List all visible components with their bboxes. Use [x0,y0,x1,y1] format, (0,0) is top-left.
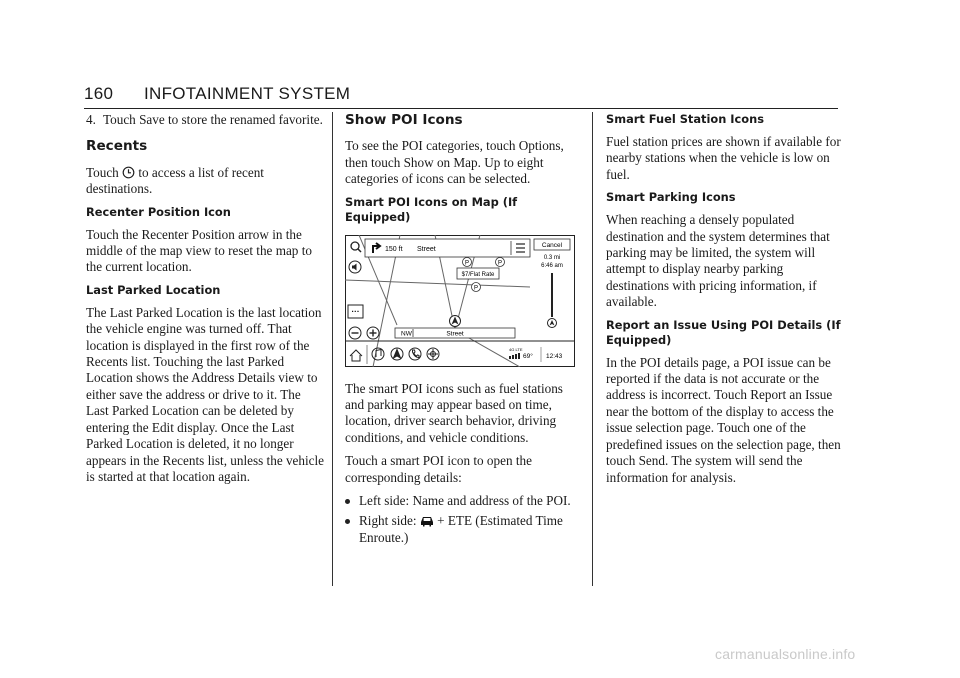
zoom-out-icon[interactable] [349,327,361,339]
cancel-label: Cancel [541,241,563,249]
step-4 [86,112,326,128]
parking-paragraph: When reaching a densely populated destination and the system determines that parking may be limited, the system will attempt to display nearby parking destinations with pricing information, if available. [606,212,830,310]
signal-label: 4G LTE [509,346,523,352]
volume-icon[interactable] [349,261,361,273]
bullet-dot [345,499,350,504]
recents-heading: Recents [86,138,148,155]
heading-direction: NW [401,330,412,338]
turn-distance: 150 ft [385,245,403,253]
current-street: Street [446,330,464,338]
smart-poi-paragraph: The smart POI icons such as fuel stations and parking may appear based on time, location, driver search behavior, driving conditions, and vehicle conditions. [345,380,563,445]
show-poi-paragraph: To see the POI categories, touch Options, then touch Show on Map. Up to eight categories of icons can be selected. [345,138,564,187]
page-number: 160 [84,84,114,103]
watermark: carmanualsonline.info [715,646,856,662]
column-right [606,112,846,493]
column-left [86,112,326,492]
fuel-paragraph: Fuel station prices are shown if available for nearby stations when the vehicle is low on fuel. [606,134,841,182]
last-parked-heading: Last Parked Location [86,282,221,297]
parking-poi-icon[interactable] [463,257,472,266]
recenter-paragraph: Touch the Recenter Position arrow in the middle of the map view to reset the map to the current location. [86,226,312,275]
show-poi-heading: Show POI Icons [345,112,463,128]
page-header [84,82,838,109]
step-number: 4. [86,112,96,127]
column-divider [332,112,333,586]
bullet-left-side [345,493,585,509]
step-text: Touch Save to store the renamed favorite. [103,112,323,127]
bullet-text: Left side: Name and address of the POI. [359,493,571,509]
car-icon [420,514,434,527]
bullet-right-side [345,513,585,546]
parking-poi-icon[interactable] [496,257,505,266]
navigation-map-figure [345,235,575,367]
clock: 12:43 [546,352,563,360]
smart-poi-heading: Smart POI Icons on Map (If Equipped) [345,194,518,224]
svg-text:P: P [473,285,479,292]
bullet-text-b: + ETE (Estimated Time Enroute.) [359,513,563,545]
zoom-in-icon[interactable] [367,327,379,339]
recenter-heading: Recenter Position Icon [86,204,231,219]
temperature: 69° [523,352,533,360]
parking-heading: Smart Parking Icons [606,190,736,205]
more-options-label: ··· [351,306,360,316]
svg-text:P: P [464,260,470,267]
touch-poi-paragraph: Touch a smart POI icon to open the corresponding details: [345,453,532,485]
turn-street: Street [417,245,436,253]
fuel-heading: Smart Fuel Station Icons [606,112,764,126]
climate-icon[interactable] [427,348,439,360]
svg-text:P: P [497,260,503,267]
report-paragraph: In the POI details page, a POI issue can be reported if the data is not accurate or the address is incorrect. Touch Report an Issue near the bottom of the display to access the issue selection page. Touch one of the predefined issues on the selection page, then touch Send. The system will send the information for analysis. [606,354,841,485]
section-title: INFOTAINMENT SYSTEM [144,84,351,103]
recents-text-a: Touch [86,164,119,180]
bullet-dot [345,519,350,524]
recents-text-b: to access a list of recent destinations. [86,164,264,197]
column-middle [345,112,585,550]
recents-paragraph [86,165,326,198]
column-divider [592,112,593,586]
parking-poi-icon[interactable] [472,282,481,291]
eta-distance: 0.3 mi [543,254,561,261]
bullet-text-a: Right side: [359,513,417,529]
parking-price: $7/Flat Rate [461,271,495,278]
report-heading: Report an Issue Using POI Details (If Equipped) [606,317,841,347]
current-position-icon [450,315,461,326]
recents-clock-icon [122,166,135,179]
eta-time: 6:46 am [541,262,563,269]
last-parked-paragraph: The Last Parked Location is the last location the vehicle engine was turned off. That location is displayed in the first row of the Recents list. Touching the last Parked Location shows the Address Details view to either save the address or drive to it. The Last Parked Location can be deleted by entering the Edit display. Once the Last Parked Location is deleted, it no longer appears in the Recents list, unless the vehicle is started at that location again. [86,304,325,484]
